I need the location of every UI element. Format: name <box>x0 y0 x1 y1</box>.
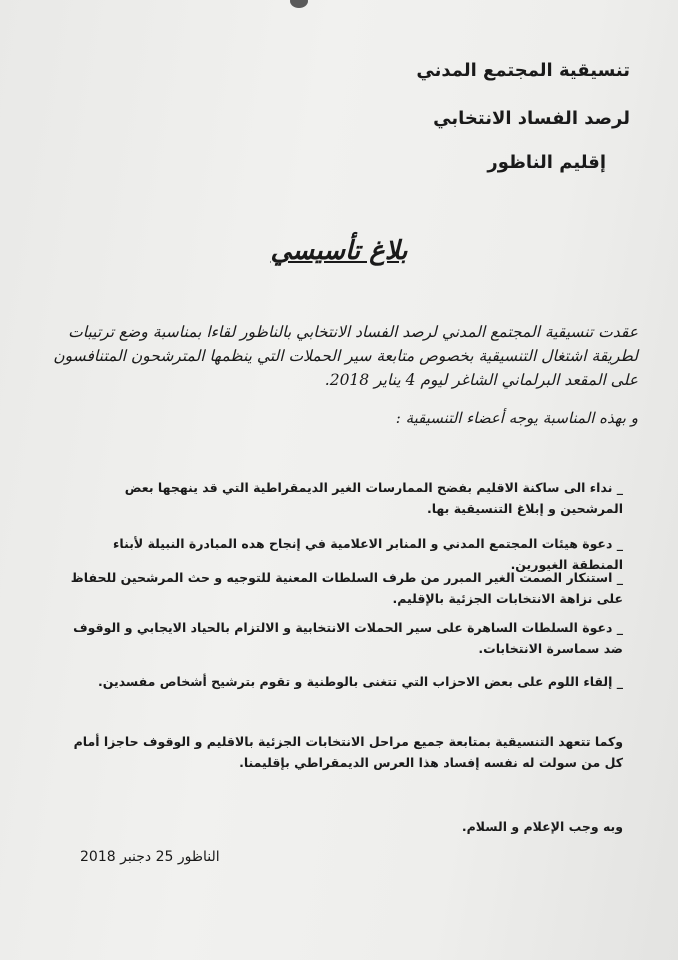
signoff: وبه وجب الإعلام و السلام. <box>461 819 623 834</box>
list-item: _ استنكار الصمت الغير المبرر من طرف السلطات المعنية للتوجيه و حث المرشحين للحفاظ على نزاهة الانتخابات الجزئية بالإقليم. <box>70 570 623 606</box>
list-item: _ نداء الى ساكنة الاقليم بفضح الممارسات الغير الديمقراطية التي قد ينهجها بعض المرشحين و إبلاغ التنسيقية بها. <box>124 480 623 516</box>
header-province: إقليم الناظور <box>487 152 606 173</box>
header-org-purpose: لرصد الفساد الانتخابي <box>433 108 630 129</box>
header-org-name: تنسيقية المجتمع المدني <box>416 60 630 81</box>
paper-hole-mark <box>290 0 308 8</box>
list-item: _ دعوة هيئات المجتمع المدني و المنابر الاعلامية في إنجاح هده المبادرة النبيلة لأبناء المنطقة الغيورين. <box>113 536 623 572</box>
list-item: _ دعوة السلطات الساهرة على سير الحملات الانتخابية و الالتزام بالحياد الايجابي و الوقوف ضد سماسرة الانتخابات. <box>73 620 623 656</box>
intro-line-1: عقدت تنسيقية المجتمع المدني لرصد الفساد الانتخابي بالناظور لقاءا بمناسبة وضع ترتيبات <box>68 323 638 341</box>
intro-line-4: و بهذه المناسبة يوجه أعضاء التنسيقية : <box>395 409 638 427</box>
intro-line-2: لطريقة اشتغال التنسيقية بخصوص متابعة سير الحملات التي ينظمها المترشحون المتنافسون <box>53 347 638 365</box>
place-date: الناظور 25 دجنبر 2018 <box>80 849 220 865</box>
list-item: _ إلقاء اللوم على بعض الاحزاب التي تتغنى بالوطنية و تقوم بترشيح أشخاص مفسدين. <box>98 674 623 689</box>
document-title: بلاغ تأسيسي <box>270 236 408 266</box>
closing-paragraph: وكما تتعهد التنسيقية بمتابعة جميع مراحل الانتخابات الجزئية بالاقليم و الوقوف حاجزا أمام كل من سولت له نفسه إفساد هذا العرس الديمقراطي بإقليمنا. <box>73 734 623 770</box>
intro-line-3: على المقعد البرلماني الشاغر ليوم 4 يناير 2018. <box>324 371 638 389</box>
